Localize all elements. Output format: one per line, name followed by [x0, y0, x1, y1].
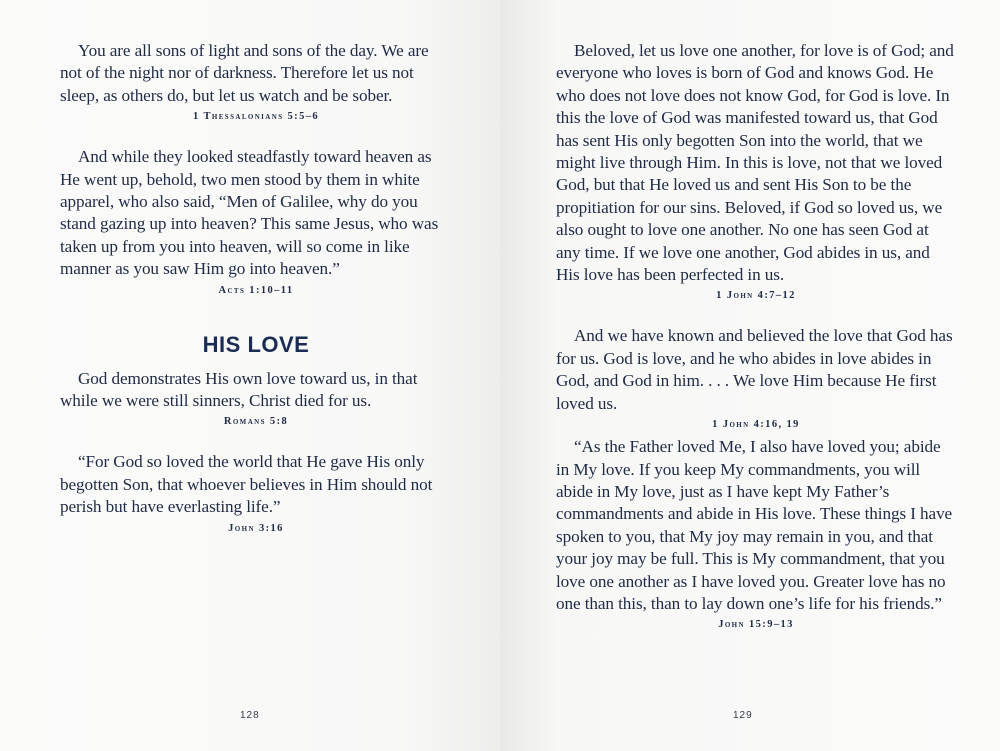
verse-block — [60, 368, 452, 428]
verse-reference: Romans 5:8 — [223, 416, 289, 428]
verse-text: “For God so loved the world that He gave His only begotten Son, that whoever believes in Him should not perish but have everlasting life.” — [60, 452, 433, 517]
section-heading: HIS LOVE — [202, 331, 310, 357]
page-number: 128 — [240, 710, 260, 721]
verse-text: “As the Father loved Me, I also have loved you; abide in My love. If you keep My commandments, you will abide in My love, just as I have kept My Father’s commandments and abide in His love. These things I have spoken to you, that My joy may remain in you, and that your joy may be full. This is My commandment, that you love one another as I have loved you. Greater love has no one than this, than to lay down one’s life for his friends.” — [556, 437, 953, 613]
verse-reference: 1 John 4:7–12 — [716, 290, 796, 302]
verse-reference: 1 John 4:16, 19 — [712, 419, 800, 431]
verse-text: And while they looked steadfastly toward heaven as He went up, behold, two men stood by them in white apparel, who also said, “Men of Galilee, why do you stand gazing up into heaven? This same Jesus, who was taken up from you into heaven, will so come in like manner as you saw Him go into heaven.” — [60, 147, 439, 279]
verse-text: You are all sons of light and sons of the day. We are not of the night nor of darkness. Therefore let us not sleep, as others do, but let us watch and be sober. — [60, 41, 429, 105]
verse-text: And we have known and believed the love that God has for us. God is love, and he who abides in love abides in God, and God in him. . . . We love Him because He first loved us. — [556, 326, 953, 413]
verse-block — [60, 146, 452, 295]
verse-reference: John 3:16 — [228, 522, 284, 534]
verse-block — [556, 436, 956, 630]
right-page — [500, 0, 1000, 751]
verse-block — [556, 325, 956, 430]
verse-reference: 1 Thessalonians 5:5–6 — [192, 111, 320, 123]
verse-reference: Acts 1:10–11 — [218, 284, 294, 296]
verse-block — [60, 40, 452, 122]
left-page-column — [60, 40, 452, 534]
verse-block — [556, 40, 956, 301]
verse-text: Beloved, let us love one another, for love is of God; and everyone who loves is born of God and knows God. He who does not love does not know God, for God is love. In this the love of God was manifested toward us, that God has sent His only begotten Son into the world, that we might live through Him. In this is love, not that we loved God, but that He loved us and sent His Son to be the propitiation for our sins. Beloved, if God so loved us, we also ought to love one another. No one has seen God at any time. If we love one another, God abides in us, and His love has been perfected in us. — [556, 41, 954, 285]
page-number: 129 — [733, 710, 753, 721]
verse-text: God demonstrates His own love toward us, in that while we were still sinners, Christ died for us. — [60, 368, 418, 411]
right-page-column — [556, 40, 956, 630]
verse-reference: John 15:9–13 — [718, 619, 794, 631]
verse-block — [60, 451, 452, 533]
